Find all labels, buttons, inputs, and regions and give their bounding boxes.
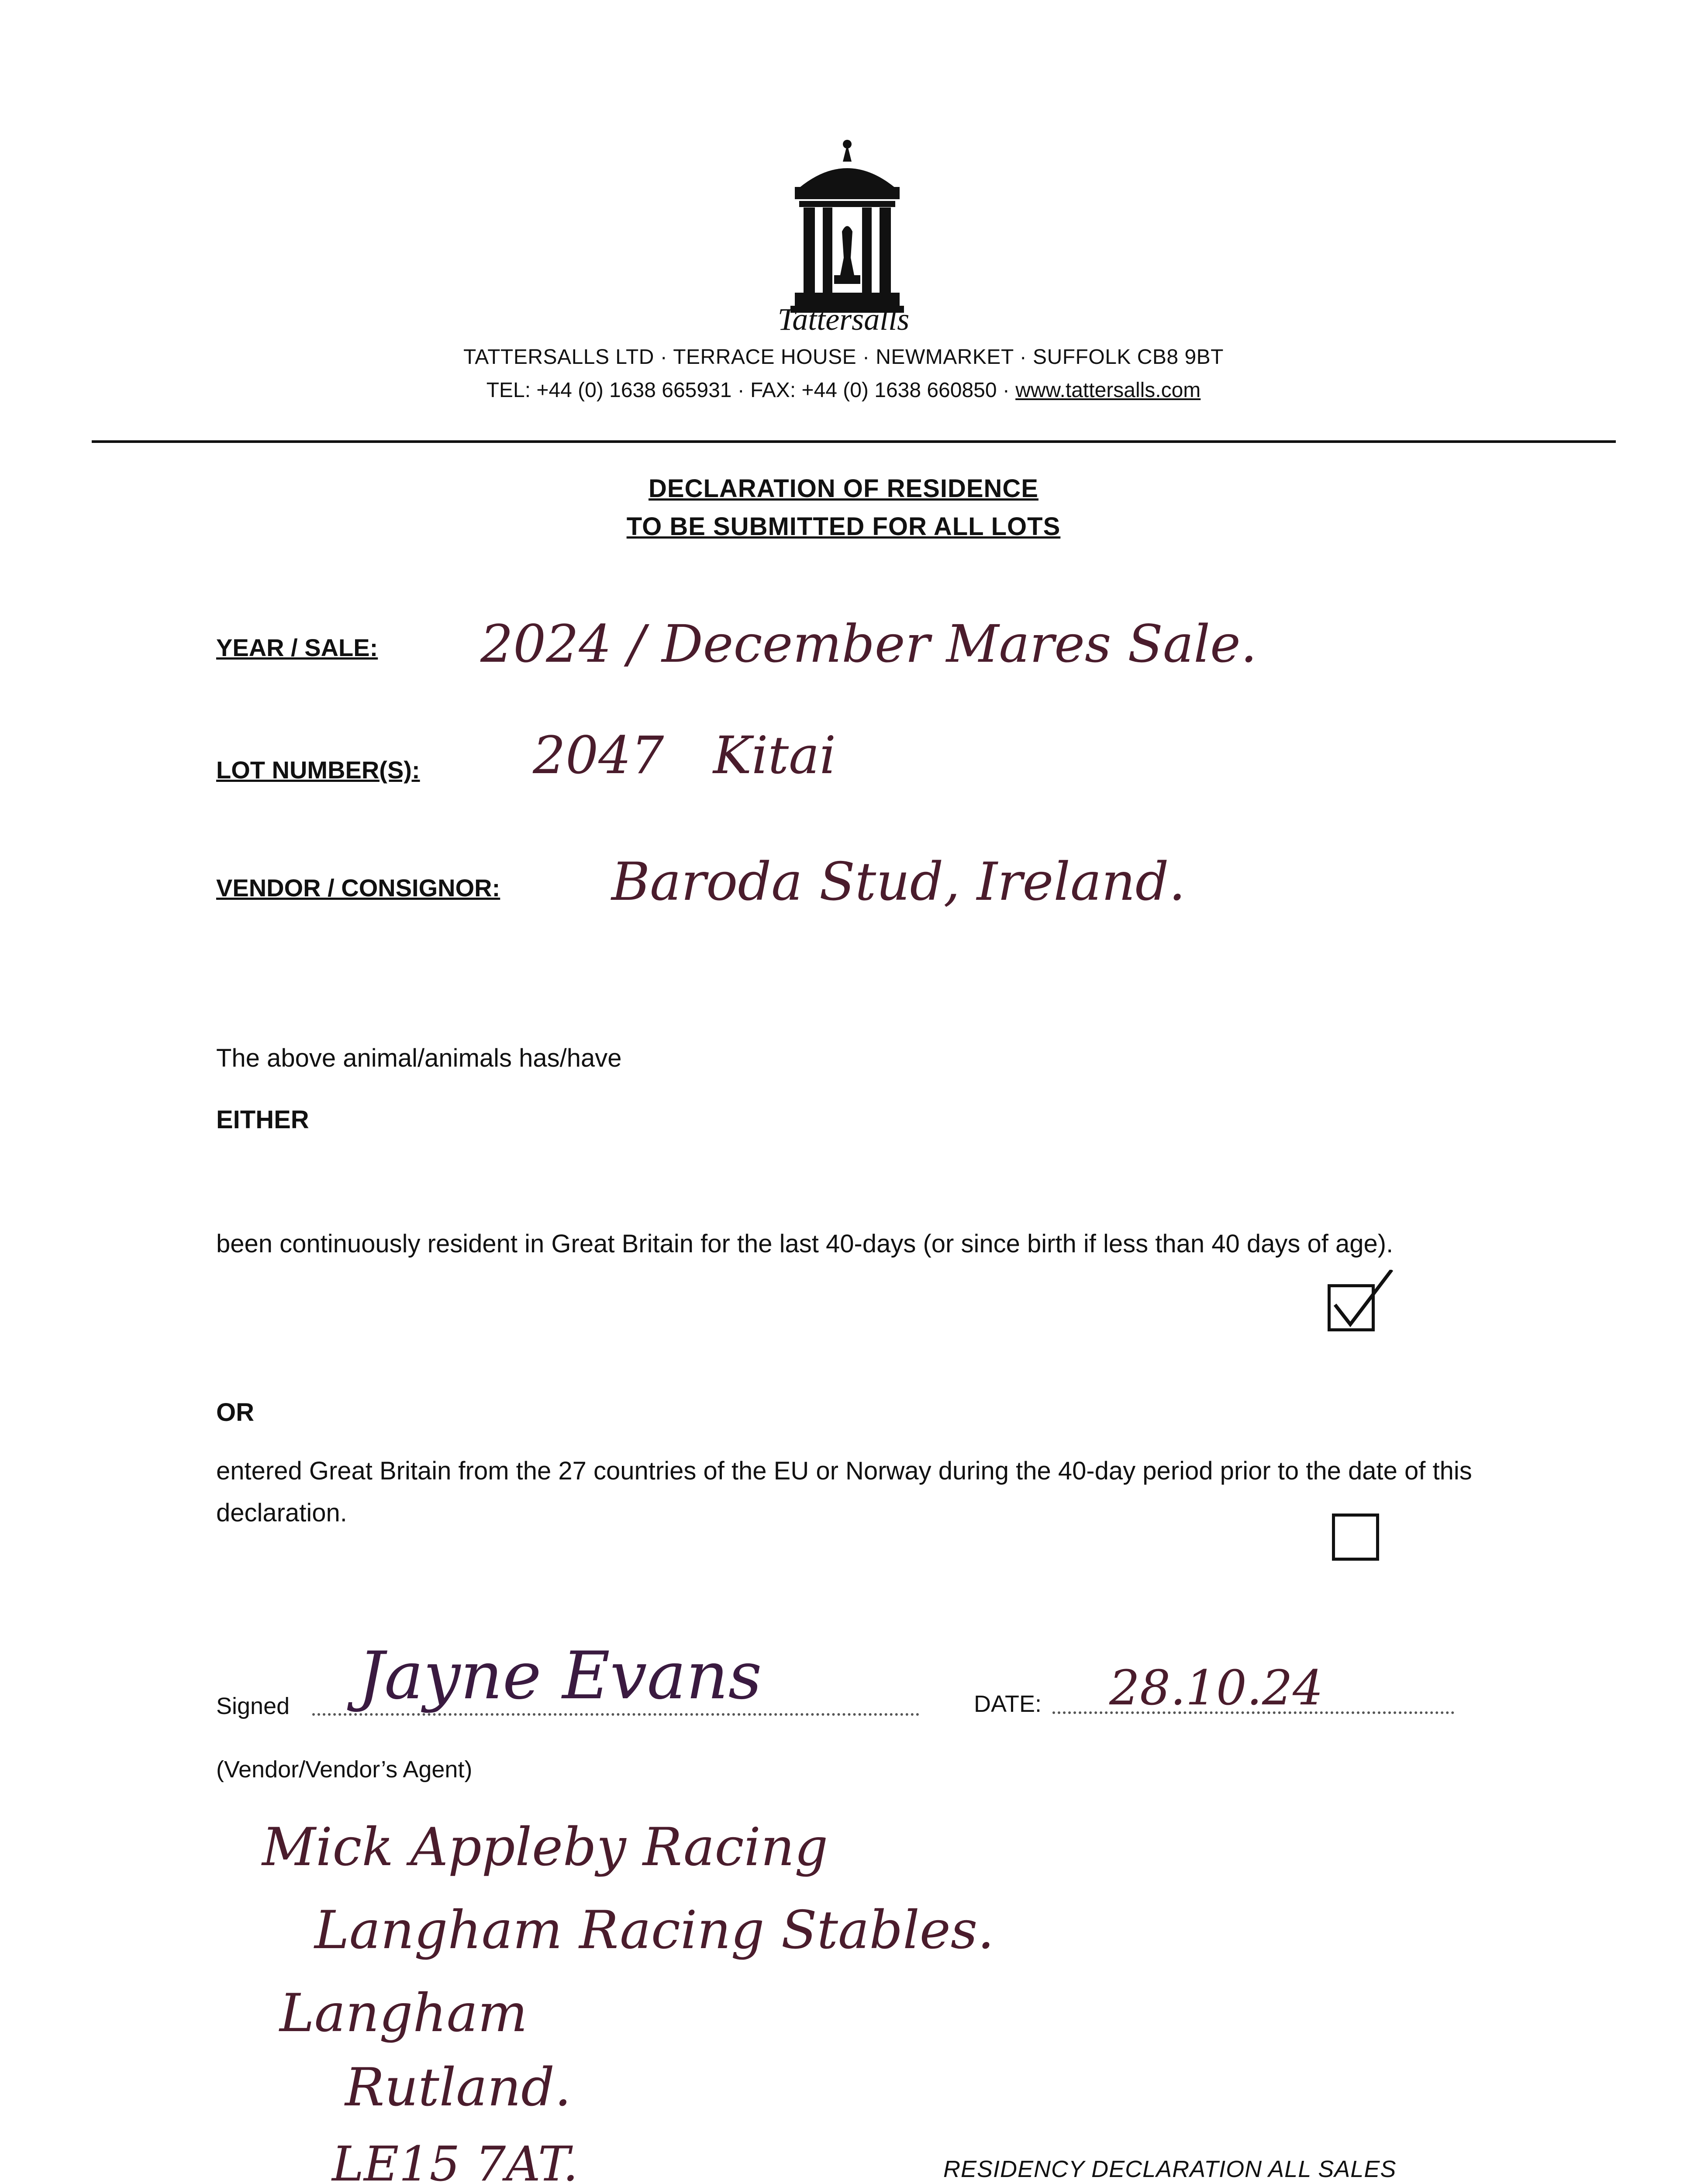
intro-text: The above animal/animals has/have	[216, 1044, 622, 1072]
signed-label: Signed	[216, 1693, 290, 1719]
or-heading: OR	[216, 1398, 254, 1427]
option1-text: been continuously resident in Great Britain for the last 40-days (or since birth if less than 40 days of age).	[216, 1230, 1394, 1258]
either-heading: EITHER	[216, 1106, 309, 1134]
website-link[interactable]: www.tattersalls.com	[1015, 379, 1201, 402]
address-line-2: Langham Racing Stables.	[314, 1900, 994, 1961]
vendor-value: Baroda Stud, Ireland.	[611, 852, 1186, 912]
document-title: DECLARATION OF RESIDENCE	[649, 474, 1038, 503]
address-line-5: LE15 7AT.	[332, 2136, 578, 2184]
date-value: 28.10.24	[1109, 1660, 1323, 1716]
checkmark-icon	[1331, 1270, 1396, 1335]
option1-checkbox[interactable]	[1328, 1284, 1375, 1331]
signature-value: Jayne Evans	[358, 1638, 762, 1714]
tattersalls-logo-icon	[790, 131, 904, 319]
contact-phone-fax: TEL: +44 (0) 1638 665931 · FAX: +44 (0) 1638 660850 ·	[486, 379, 1016, 402]
option2-text: entered Great Britain from the 27 countries of the EU or Norway during the 40-day period prior to the date of this declaration.	[216, 1457, 1472, 1527]
company-contact	[0, 378, 1687, 402]
document-subtitle: TO BE SUBMITTED FOR ALL LOTS	[626, 512, 1061, 541]
address-line-4: Rutland.	[345, 2057, 572, 2118]
address-line-3: Langham	[279, 1983, 528, 2044]
lot-number-label: LOT NUMBER(S):	[216, 756, 420, 784]
option2-checkbox[interactable]	[1332, 1514, 1379, 1561]
vendor-label: VENDOR / CONSIGNOR:	[216, 874, 500, 902]
address-line-1: Mick Appleby Racing	[262, 1817, 828, 1878]
year-sale-value: 2024 / December Mares Sale.	[480, 614, 1257, 674]
lot-number-value: 2047 Kitai	[533, 725, 836, 785]
date-label: DATE:	[974, 1691, 1042, 1717]
brand-name: Tattersalls	[777, 302, 910, 337]
footer-text: RESIDENCY DECLARATION ALL SALES	[943, 2156, 1397, 2182]
year-sale-label: YEAR / SALE:	[216, 634, 378, 661]
vendor-agent-label: (Vendor/Vendor’s Agent)	[216, 1756, 473, 1783]
header-divider	[92, 440, 1616, 443]
company-address: TATTERSALLS LTD · TERRACE HOUSE · NEWMARKET · SUFFOLK CB8 9BT	[463, 346, 1224, 369]
